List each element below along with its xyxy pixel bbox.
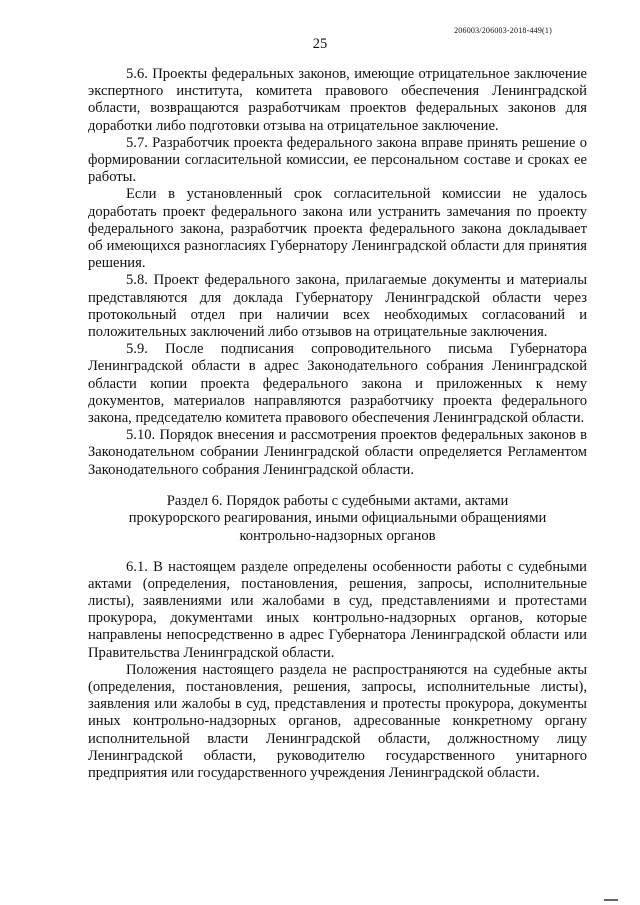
paragraph-6-1-continued: Положения настоящего раздела не распространяются на судебные акты (определения, постановления, решения, запросы, исполнительные листы), заявления или жалобы в суд, представления и протесты прокурора, документы иных контрольно-надзорных органов, адресованные конкретному органу исполнительной власти Ленинградской области, должностному лицу Ленинградской области, руководителю государственного унитарного предприятия или государственного учреждения Ленинградской области. — [88, 661, 587, 782]
paragraph-5-9: 5.9. После подписания сопроводительного письма Губернатора Ленинградской области в адрес Законодательного собрания Ленинградской области копии проекта федерального закона и приложенных к нему документов, материалов направляются разработчику проекта федерального закона, председателю комитета правового обеспечения Ленинградской области. — [88, 341, 587, 427]
section-heading-line: Раздел 6. Порядок работы с судебными актами, актами — [166, 492, 509, 509]
page-number: 25 — [312, 36, 328, 52]
section-heading-line: прокурорского реагирования, иными официальными обращениями — [128, 510, 547, 527]
document-body — [88, 66, 587, 782]
section-6-heading — [88, 493, 587, 546]
paragraph-6-1: 6.1. В настоящем разделе определены особенности работы с судебными актами (определения, постановления, решения, запросы, исполнительные листы), заявлениями или жалобами в суд, представлениями и протестами прокурора, документами иных контрольно-надзорных органов, которые направлены непосредственно в адрес Губернатора Ленинградской области или Правительства Ленинградской области. — [88, 558, 587, 661]
paragraph-5-7: 5.7. Разработчик проекта федерального закона вправе принять решение о формировании согласительной комиссии, ее персональном составе и сроках ее работы. — [88, 134, 587, 186]
page-edge-mark — [604, 899, 618, 901]
section-heading-line: контрольно-надзорных органов — [239, 528, 436, 545]
paragraph-5-10: 5.10. Порядок внесения и рассмотрения проектов федеральных законов в Законодательном собрании Ленинградской области определяется Регламентом Законодательного собрания Ленинградской области. — [88, 427, 587, 478]
paragraph-5-8: 5.8. Проект федерального закона, прилагаемые документы и материалы представляются для доклада Губернатору Ленинградской области через протокольный отдел при наличии всех необходимых согласований и положительных заключений либо отзывов на отрицательные заключения. — [88, 272, 587, 341]
paragraph-5-7-continued: Если в установленный срок согласительной комиссии не удалось доработать проект федерального закона или устранить замечания по проекту федерального закона, разработчик проекта федерального закона докладывает об имеющихся разногласиях Губернатору Ленинградской области для принятия решения. — [88, 186, 587, 272]
document-id: 206003/206003-2018-449(1) — [454, 26, 552, 35]
paragraph-5-6: 5.6. Проекты федеральных законов, имеющие отрицательное заключение экспертного института, комитета правового обеспечения Ленинградской области, возвращаются разработчикам проектов федеральных законов для доработки либо подготовки отзыва на отрицательное заключение. — [88, 66, 587, 134]
